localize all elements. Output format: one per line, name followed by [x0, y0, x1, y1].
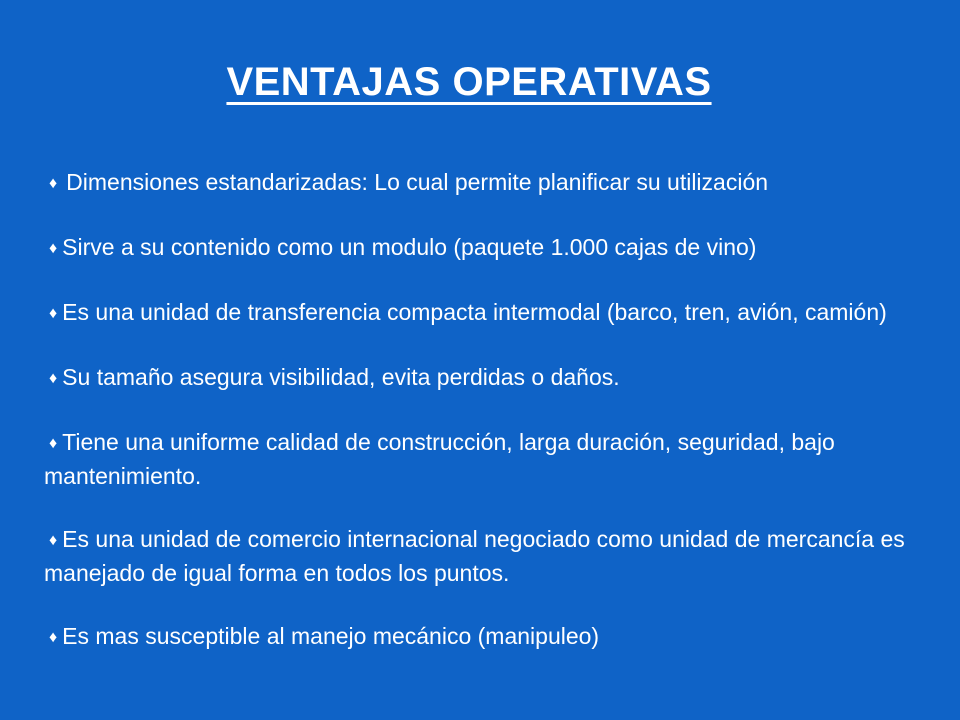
diamond-bullet-icon: ♦: [49, 240, 58, 257]
diamond-bullet-icon: ♦: [49, 532, 58, 549]
slide-title: VENTAJAS OPERATIVAS: [226, 60, 712, 104]
bullet-item: [44, 166, 924, 200]
bullet-text: Tiene una uniforme calidad de construcción, larga duración, seguridad, bajo mantenimiento.: [44, 429, 835, 489]
bullet-item: [44, 523, 924, 589]
bullet-text: Sirve a su contenido como un modulo (paquete 1.000 cajas de vino): [62, 234, 757, 260]
bullet-item: [44, 231, 924, 265]
bullet-item: [44, 361, 924, 395]
diamond-bullet-icon: ♦: [49, 305, 58, 322]
bullet-item: [44, 426, 924, 492]
diamond-bullet-icon: ♦: [49, 629, 58, 646]
bullet-text: Dimensiones estandarizadas: Lo cual permite planificar su utilización: [66, 169, 769, 195]
bullet-text: Es una unidad de comercio internacional negociado como unidad de mercancía es manejado de igual forma en todos los puntos.: [44, 526, 905, 586]
bullet-text: Su tamaño asegura visibilidad, evita perdidas o daños.: [62, 364, 620, 390]
diamond-bullet-icon: ♦: [49, 370, 58, 387]
diamond-bullet-icon: ♦: [49, 175, 58, 192]
bullet-item: [44, 296, 924, 330]
diamond-bullet-icon: ♦: [49, 435, 58, 452]
bullet-text: Es mas susceptible al manejo mecánico (manipuleo): [62, 623, 600, 649]
bullet-item: [44, 620, 924, 654]
bullet-text: Es una unidad de transferencia compacta intermodal (barco, tren, avión, camión): [62, 299, 887, 325]
bullet-list: [44, 166, 924, 685]
